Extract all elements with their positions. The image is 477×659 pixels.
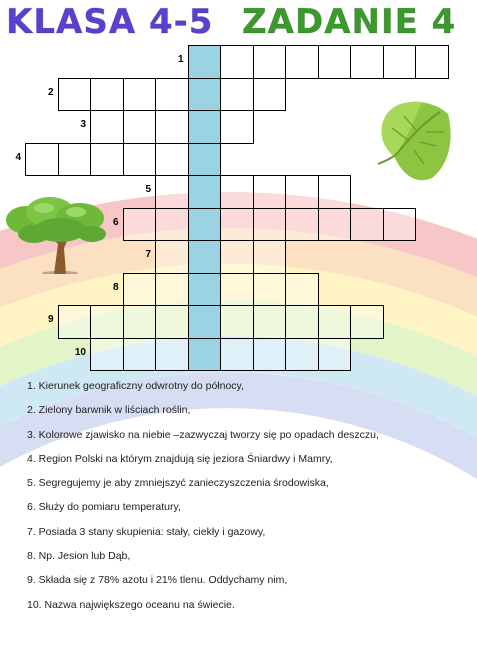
crossword-cell[interactable] [253, 208, 287, 242]
crossword-solution-cell[interactable] [188, 208, 222, 242]
clue-item: 9. Składa się z 78% azotu i 21% tlenu. Oddychamy nim, [27, 574, 288, 587]
row-number-label: 2 [47, 86, 54, 98]
crossword-cell[interactable] [220, 273, 254, 307]
crossword-solution-cell[interactable] [188, 78, 222, 112]
clue-item: 10. Nazwa największego oceanu na świecie. [27, 598, 235, 611]
row-number-label: 10 [74, 346, 86, 358]
crossword-solution-cell[interactable] [188, 45, 222, 79]
clue-item: 5. Segregujemy je aby zmniejszyć zanieczyszczenia środowiska, [27, 477, 329, 490]
crossword-cell[interactable] [253, 338, 287, 372]
crossword-cell[interactable] [58, 143, 92, 177]
crossword-solution-cell[interactable] [188, 305, 222, 339]
crossword-solution-cell[interactable] [188, 175, 222, 209]
crossword-cell[interactable] [383, 208, 417, 242]
crossword-cell[interactable] [220, 338, 254, 372]
crossword-cell[interactable] [155, 78, 189, 112]
crossword-cell[interactable] [285, 305, 319, 339]
crossword-cell[interactable] [123, 208, 157, 242]
crossword-cell[interactable] [155, 143, 189, 177]
clue-item: 4. Region Polski na którym znajdują się jeziora Śniardwy i Mamry, [27, 452, 333, 465]
clue-item: 7. Posiada 3 stany skupienia: stały, ciekły i gazowy, [27, 525, 266, 538]
crossword-cell[interactable] [155, 208, 189, 242]
crossword-cell[interactable] [350, 45, 384, 79]
crossword-cell[interactable] [350, 208, 384, 242]
crossword-cell[interactable] [285, 45, 319, 79]
crossword-cell[interactable] [155, 110, 189, 144]
crossword-cell[interactable] [383, 45, 417, 79]
row-number-label: 6 [112, 216, 119, 228]
clue-item: 3. Kolorowe zjawisko na niebie –zazwyczaj tworzy się po opadach deszczu, [27, 428, 379, 441]
crossword-cell[interactable] [285, 208, 319, 242]
crossword-cell[interactable] [318, 208, 352, 242]
crossword-cell[interactable] [90, 110, 124, 144]
crossword-cell[interactable] [90, 78, 124, 112]
crossword-cell[interactable] [285, 175, 319, 209]
crossword-cell[interactable] [318, 338, 352, 372]
crossword-cell[interactable] [285, 273, 319, 307]
row-number-label: 9 [47, 314, 54, 325]
crossword-cell[interactable] [123, 78, 157, 112]
crossword-solution-cell[interactable] [188, 143, 222, 177]
crossword-cell[interactable] [90, 305, 124, 339]
crossword-cell[interactable] [220, 175, 254, 209]
crossword-cell[interactable] [220, 208, 254, 242]
crossword-solution-cell[interactable] [188, 110, 222, 144]
crossword-cell[interactable] [58, 78, 92, 112]
crossword-cell[interactable] [253, 175, 287, 209]
crossword-cell[interactable] [123, 273, 157, 307]
crossword-cell[interactable] [285, 338, 319, 372]
clue-item: 1. Kierunek geograficzny odwrotny do północy, [27, 380, 244, 392]
crossword-cell[interactable] [220, 78, 254, 112]
clue-item: 2. Zielony barwnik w liściach roślin, [27, 404, 191, 417]
clue-item: 8. Np. Jesion lub Dąb, [27, 550, 131, 563]
crossword-cell[interactable] [318, 305, 352, 339]
clue-item: 6. Służy do pomiaru temperatury, [27, 501, 181, 514]
crossword-cell[interactable] [123, 338, 157, 372]
crossword-cell[interactable] [415, 45, 449, 79]
crossword-cell[interactable] [155, 273, 189, 307]
crossword-cell[interactable] [318, 45, 352, 79]
crossword-cell[interactable] [220, 305, 254, 339]
crossword-cell[interactable] [253, 305, 287, 339]
crossword-solution-cell[interactable] [188, 240, 222, 274]
crossword-cell[interactable] [155, 305, 189, 339]
row-number-label: 8 [112, 281, 119, 293]
crossword-cell[interactable] [123, 143, 157, 177]
crossword-cell[interactable] [90, 338, 124, 372]
crossword-cell[interactable] [253, 240, 287, 274]
row-number-label: 7 [145, 249, 151, 260]
crossword-cell[interactable] [155, 240, 189, 274]
crossword-cell[interactable] [253, 45, 287, 79]
crossword-cell[interactable] [58, 305, 92, 339]
title-class-level: KLASA 4-5 [6, 2, 214, 42]
crossword-cell[interactable] [123, 110, 157, 144]
crossword-cell[interactable] [123, 305, 157, 339]
clue-list [27, 380, 467, 623]
row-number-label: 3 [80, 119, 86, 130]
crossword-cell[interactable] [90, 143, 124, 177]
crossword-cell[interactable] [220, 240, 254, 274]
crossword-cell[interactable] [350, 305, 384, 339]
crossword-cell[interactable] [155, 175, 189, 209]
crossword-cell[interactable] [155, 338, 189, 372]
row-number-label: 4 [15, 151, 21, 163]
crossword-cell[interactable] [220, 110, 254, 144]
title-task-number: ZADANIE 4 [242, 2, 457, 42]
crossword-cell[interactable] [253, 273, 287, 307]
row-number-label: 1 [177, 54, 184, 65]
crossword-cell[interactable] [318, 175, 352, 209]
row-number-label: 5 [145, 184, 151, 195]
crossword-solution-cell[interactable] [188, 338, 222, 372]
crossword-solution-cell[interactable] [188, 273, 222, 307]
crossword-cell[interactable] [220, 45, 254, 79]
crossword-cell[interactable] [25, 143, 59, 177]
crossword-cell[interactable] [253, 78, 287, 112]
